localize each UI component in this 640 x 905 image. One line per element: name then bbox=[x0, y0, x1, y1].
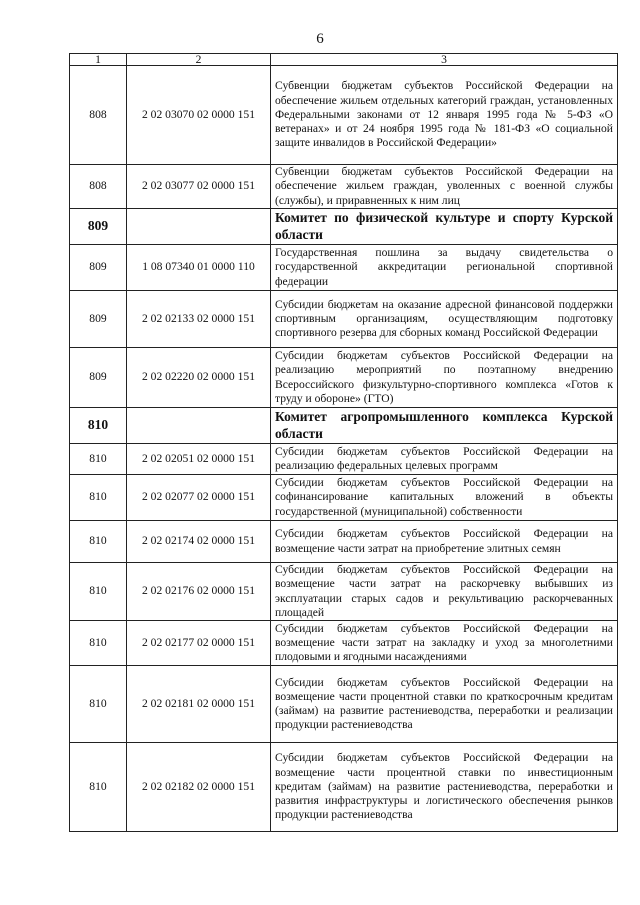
kbk-code-cell: 2 02 02077 02 0000 151 bbox=[127, 475, 271, 521]
table-row bbox=[70, 475, 618, 521]
admin-code-cell: 809 bbox=[70, 291, 127, 348]
department-name-cell: Комитет по физической культуре и спорту Курской области bbox=[271, 209, 618, 245]
empty-kbk-cell bbox=[127, 408, 271, 444]
table-header-row bbox=[70, 54, 618, 66]
description-cell: Субсидии бюджетам субъектов Российской Федерации на реализацию мероприятий по поэтапному внедрению Всероссийского физкультурно-спортивного комплекса «Готов к труду и обороне» (ГТО) bbox=[271, 348, 618, 408]
description-cell: Субсидии бюджетам на оказание адресной финансовой поддержки спортивным организациям, осуществляющим подготовку спортивного резерва для сборных команд Российской Федерации bbox=[271, 291, 618, 348]
description-cell: Субвенции бюджетам субъектов Российской Федерации на обеспечение жильем отдельных категорий граждан, установленных Федеральными законами от 12 января 1995 года № 5-ФЗ «О ветеранах» и от 24 ноября 1995 года № 181-ФЗ «О социальной защите инвалидов в Российской Федерации» bbox=[271, 66, 618, 165]
admin-code-cell: 810 bbox=[70, 621, 127, 666]
description-cell: Субсидии бюджетам субъектов Российской Федерации на возмещение части процентной ставки по инвестиционным кредитам (займам) на развитие растениеводства, переработки и развития инфраструктуры и логистического обеспечения рынков продукции растениеводства bbox=[271, 743, 618, 832]
table-row bbox=[70, 563, 618, 621]
description-cell: Субсидии бюджетам субъектов Российской Федерации на софинансирование капитальных вложений в объекты государственной (муниципальной) собственности bbox=[271, 475, 618, 521]
kbk-code-cell: 2 02 03077 02 0000 151 bbox=[127, 165, 271, 209]
description-cell: Субсидии бюджетам субъектов Российской Федерации на возмещение части затрат на приобретение элитных семян bbox=[271, 521, 618, 563]
table-row bbox=[70, 66, 618, 165]
table-row bbox=[70, 165, 618, 209]
department-name-cell: Комитет агропромышленного комплекса Курской области bbox=[271, 408, 618, 444]
kbk-code-cell: 2 02 02133 02 0000 151 bbox=[127, 291, 271, 348]
kbk-code-cell: 2 02 03070 02 0000 151 bbox=[127, 66, 271, 165]
kbk-code-cell: 2 02 02176 02 0000 151 bbox=[127, 563, 271, 621]
department-code-cell: 810 bbox=[70, 408, 127, 444]
description-cell: Субсидии бюджетам субъектов Российской Федерации на возмещение части процентной ставки по краткосрочным кредитам (займам) на развитие растениеводства, переработки и реализации продукции растениеводства bbox=[271, 666, 618, 743]
page-number: 6 bbox=[316, 31, 324, 47]
description-cell: Субвенции бюджетам субъектов Российской Федерации на обеспечение жильем граждан, уволенных с военной службы (службы), и приравненных к ним лиц bbox=[271, 165, 618, 209]
admin-code-cell: 809 bbox=[70, 348, 127, 408]
header-col-2: 2 bbox=[127, 54, 271, 66]
kbk-code-cell: 2 02 02174 02 0000 151 bbox=[127, 521, 271, 563]
header-col-1: 1 bbox=[70, 54, 127, 66]
department-code-cell: 809 bbox=[70, 209, 127, 245]
table-row bbox=[70, 521, 618, 563]
header-col-3: 3 bbox=[271, 54, 618, 66]
kbk-code-cell: 2 02 02181 02 0000 151 bbox=[127, 666, 271, 743]
admin-code-cell: 810 bbox=[70, 563, 127, 621]
table-row bbox=[70, 245, 618, 291]
description-cell: Субсидии бюджетам субъектов Российской Федерации на возмещение части затрат на закладку и уход за многолетними плодовыми и ягодными насаждениями bbox=[271, 621, 618, 666]
table-row bbox=[70, 291, 618, 348]
table-row bbox=[70, 348, 618, 408]
description-cell: Государственная пошлина за выдачу свидетельства о государственной аккредитации региональной спортивной федерации bbox=[271, 245, 618, 291]
kbk-code-cell: 2 02 02051 02 0000 151 bbox=[127, 444, 271, 475]
kbk-code-cell: 2 02 02177 02 0000 151 bbox=[127, 621, 271, 666]
table-row bbox=[70, 444, 618, 475]
kbk-code-cell: 2 02 02220 02 0000 151 bbox=[127, 348, 271, 408]
admin-code-cell: 810 bbox=[70, 521, 127, 563]
budget-classification-table bbox=[69, 53, 618, 832]
admin-code-cell: 808 bbox=[70, 66, 127, 165]
kbk-code-cell: 2 02 02182 02 0000 151 bbox=[127, 743, 271, 832]
description-cell: Субсидии бюджетам субъектов Российской Федерации на реализацию федеральных целевых программ bbox=[271, 444, 618, 475]
table-row bbox=[70, 666, 618, 743]
department-row bbox=[70, 209, 618, 245]
table-row bbox=[70, 621, 618, 666]
admin-code-cell: 810 bbox=[70, 666, 127, 743]
department-row bbox=[70, 408, 618, 444]
empty-kbk-cell bbox=[127, 209, 271, 245]
table-row bbox=[70, 743, 618, 832]
admin-code-cell: 808 bbox=[70, 165, 127, 209]
admin-code-cell: 810 bbox=[70, 444, 127, 475]
admin-code-cell: 810 bbox=[70, 475, 127, 521]
description-cell: Субсидии бюджетам субъектов Российской Федерации на возмещение части затрат на раскорчевку выбывших из эксплуатации старых садов и рекультивацию раскорчеванных площадей bbox=[271, 563, 618, 621]
admin-code-cell: 809 bbox=[70, 245, 127, 291]
kbk-code-cell: 1 08 07340 01 0000 110 bbox=[127, 245, 271, 291]
admin-code-cell: 810 bbox=[70, 743, 127, 832]
